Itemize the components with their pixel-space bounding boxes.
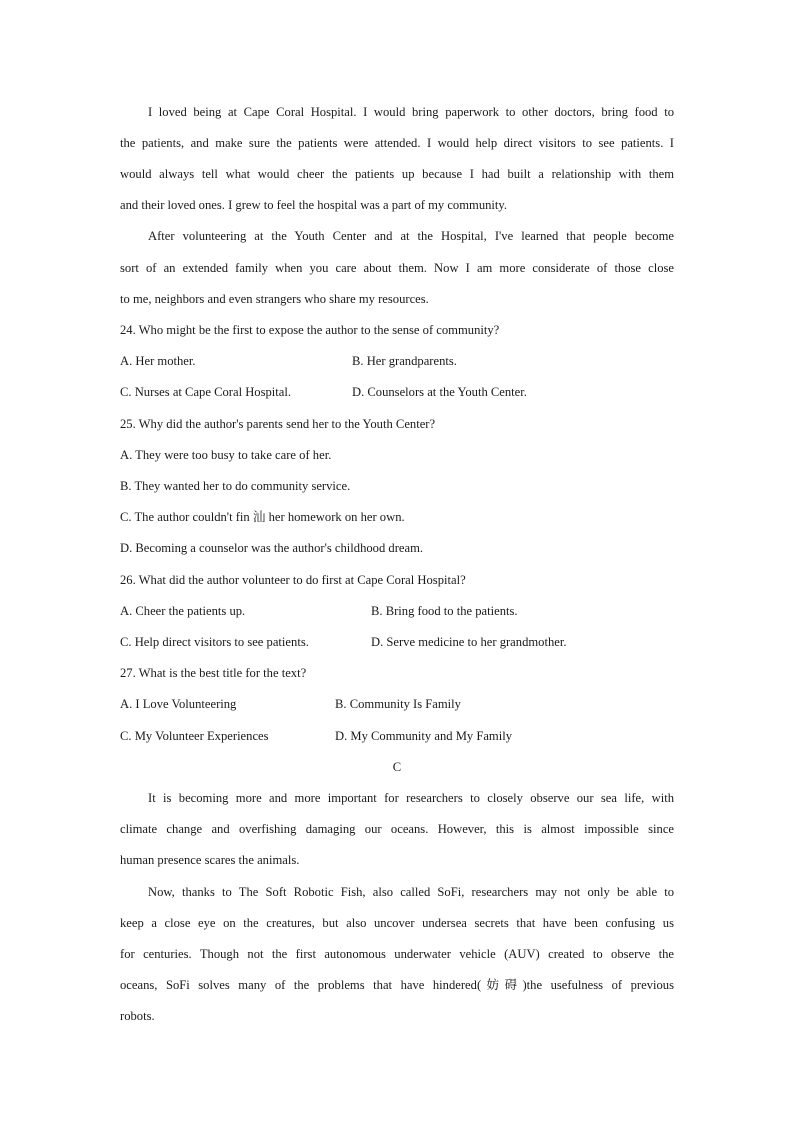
q26-option-d: D. Serve medicine to her grandmother. bbox=[371, 635, 567, 649]
q27-stem: 27. What is the best title for the text? bbox=[120, 666, 307, 680]
q25-option-b: B. They wanted her to do community service. bbox=[120, 479, 351, 493]
q25-option-a: A. They were too busy to take care of her. bbox=[120, 448, 332, 462]
passage-c-p1-line3: human presence scares the animals. bbox=[120, 853, 300, 867]
q27-option-b: B. Community Is Family bbox=[335, 697, 461, 711]
passage-b-p1-line3: would always tell what would cheer the patients up because I had built a relationship with them bbox=[120, 167, 674, 181]
passage-b-p2-line2: sort of an extended family when you care about them. Now I am more considerate of those close bbox=[120, 261, 674, 275]
passage-b-p2-line1: After volunteering at the Youth Center and at the Hospital, I've learned that people become bbox=[148, 229, 674, 243]
q27-option-d: D. My Community and My Family bbox=[335, 729, 513, 743]
q26-option-a: A. Cheer the patients up. bbox=[120, 604, 246, 618]
passage-c-p1-line2: climate change and overfishing damaging our oceans. However, this is almost impossible since bbox=[120, 822, 674, 836]
passage-b-p1-line1: I loved being at Cape Coral Hospital. I would bring paperwork to other doctors, bring food to bbox=[148, 105, 674, 119]
q24-stem: 24. Who might be the first to expose the author to the sense of community? bbox=[120, 323, 500, 337]
q24-option-d: D. Counselors at the Youth Center. bbox=[352, 385, 527, 399]
q27-option-c: C. My Volunteer Experiences bbox=[120, 729, 269, 743]
q25-stem: 25. Why did the author's parents send her to the Youth Center? bbox=[120, 417, 436, 431]
passage-c-p2-line4: oceans, SoFi solves many of the problems that have hindered(妨碍)the usefulness of previous bbox=[120, 978, 674, 992]
passage-b-p2-line3: to me, neighbors and even strangers who share my resources. bbox=[120, 292, 429, 306]
q24-option-c: C. Nurses at Cape Coral Hospital. bbox=[120, 385, 292, 399]
passage-c-p2-line1: Now, thanks to The Soft Robotic Fish, also called SoFi, researchers may not only be able to bbox=[148, 885, 674, 899]
passage-b-p1-line4: and their loved ones. I grew to feel the hospital was a part of my community. bbox=[120, 198, 508, 212]
q26-stem: 26. What did the author volunteer to do first at Cape Coral Hospital? bbox=[120, 573, 466, 587]
q24-option-b: B. Her grandparents. bbox=[352, 354, 457, 368]
passage-c-p2-line2: keep a close eye on the creatures, but also uncover undersea secrets that have been confusing us bbox=[120, 916, 674, 930]
passage-c-p1-line1: It is becoming more and more important for researchers to closely observe our sea life, with bbox=[148, 791, 674, 805]
q26-option-c: C. Help direct visitors to see patients. bbox=[120, 635, 309, 649]
passage-c-p2-line3: for centuries. Though not the first autonomous underwater vehicle (AUV) created to observe the bbox=[120, 947, 674, 961]
passage-c-p2-line5: robots. bbox=[120, 1009, 155, 1023]
passage-b-p1-line2: the patients, and make sure the patients were attended. I would help direct visitors to see patients. I bbox=[120, 136, 674, 150]
q27-option-a: A. I Love Volunteering bbox=[120, 697, 237, 711]
q25-option-c: C. The author couldn't fin 汕 her homework on her own. bbox=[120, 510, 405, 524]
q26-option-b: B. Bring food to the patients. bbox=[371, 604, 518, 618]
q25-option-d: D. Becoming a counselor was the author's childhood dream. bbox=[120, 541, 424, 555]
q24-option-a: A. Her mother. bbox=[120, 354, 196, 368]
passage-c-heading: C bbox=[392, 760, 402, 774]
